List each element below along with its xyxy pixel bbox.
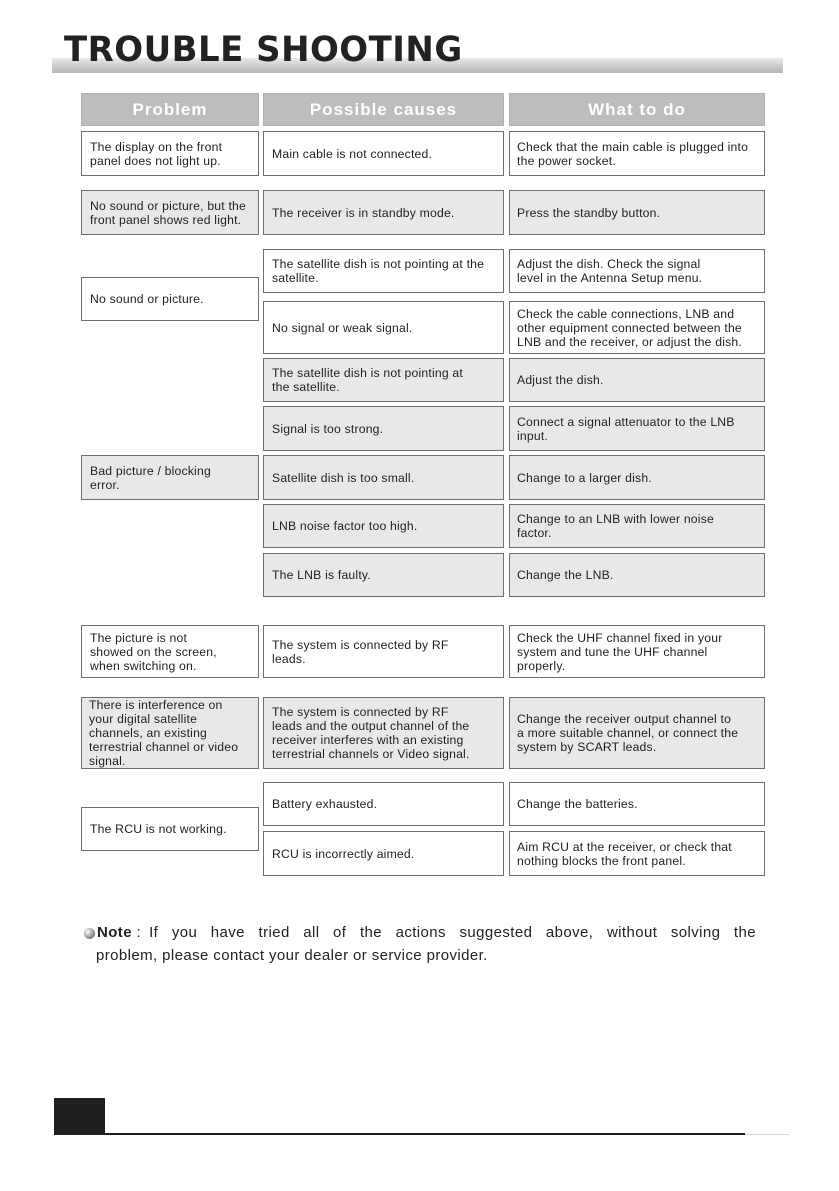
page-title: TROUBLE SHOOTING — [64, 30, 463, 70]
problem-cell: The RCU is not working. — [81, 807, 259, 851]
note-separator: : — [136, 924, 142, 941]
header-problem: Problem — [81, 93, 259, 126]
note-heading — [84, 921, 141, 944]
problem-cell: No sound or picture, but the front panel shows red light. — [81, 190, 259, 235]
cause-cell: The LNB is faulty. — [263, 553, 504, 597]
cause-cell: RCU is incorrectly aimed. — [263, 831, 504, 876]
cause-cell: The receiver is in standby mode. — [263, 190, 504, 235]
action-cell: Change the batteries. — [509, 782, 765, 826]
cause-cell: No signal or weak signal. — [263, 301, 504, 354]
action-cell: Press the standby button. — [509, 190, 765, 235]
action-cell: Check that the main cable is plugged into the power socket. — [509, 131, 765, 176]
cause-cell: Signal is too strong. — [263, 406, 504, 451]
action-cell: Aim RCU at the receiver, or check that nothing blocks the front panel. — [509, 831, 765, 876]
problem-cell: The display on the front panel does not light up. — [81, 131, 259, 176]
action-cell: Adjust the dish. Check the signal level in the Antenna Setup menu. — [509, 249, 765, 293]
footer-rule-tail — [745, 1134, 789, 1135]
action-cell: Change the receiver output channel to a more suitable channel, or connect the system by SCART leads. — [509, 697, 765, 769]
action-cell: Change to a larger dish. — [509, 455, 765, 500]
problem-cell: No sound or picture. — [81, 277, 259, 321]
action-cell: Change the LNB. — [509, 553, 765, 597]
note-text-line-1: If you have tried all of the actions suggested above, without solving the — [149, 924, 756, 941]
cause-cell: LNB noise factor too high. — [263, 504, 504, 548]
header-possible-causes: Possible causes — [263, 93, 504, 126]
action-cell: Connect a signal attenuator to the LNB input. — [509, 406, 765, 451]
cause-cell: Main cable is not connected. — [263, 131, 504, 176]
action-cell: Check the UHF channel fixed in your system and tune the UHF channel properly. — [509, 625, 765, 678]
note-label: Note — [97, 924, 132, 941]
note-text-line-2: problem, please contact your dealer or service provider. — [96, 947, 488, 964]
header-what-to-do: What to do — [509, 93, 765, 126]
action-cell: Change to an LNB with lower noise factor. — [509, 504, 765, 548]
action-cell: Adjust the dish. — [509, 358, 765, 402]
note-block — [84, 921, 756, 967]
cause-cell: The system is connected by RF leads and the output channel of the receiver interferes with an existing terrestrial channels or Video signal. — [263, 697, 504, 769]
problem-cell: Bad picture / blocking error. — [81, 455, 259, 500]
cause-cell: The satellite dish is not pointing at the satellite. — [263, 249, 504, 293]
action-cell: Check the cable connections, LNB and other equipment connected between the LNB and the receiver, or adjust the dish. — [509, 301, 765, 354]
cause-cell: The system is connected by RF leads. — [263, 625, 504, 678]
footer-rule — [105, 1133, 745, 1135]
problem-cell: There is interference on your digital satellite channels, an existing terrestrial channel or video signal. — [81, 697, 259, 769]
footer-page-block — [54, 1098, 105, 1135]
problem-cell: The picture is not showed on the screen, when switching on. — [81, 625, 259, 678]
bullet-icon — [84, 928, 95, 939]
note-line-1 — [84, 921, 756, 944]
cause-cell: Satellite dish is too small. — [263, 455, 504, 500]
cause-cell: Battery exhausted. — [263, 782, 504, 826]
cause-cell: The satellite dish is not pointing at the satellite. — [263, 358, 504, 402]
